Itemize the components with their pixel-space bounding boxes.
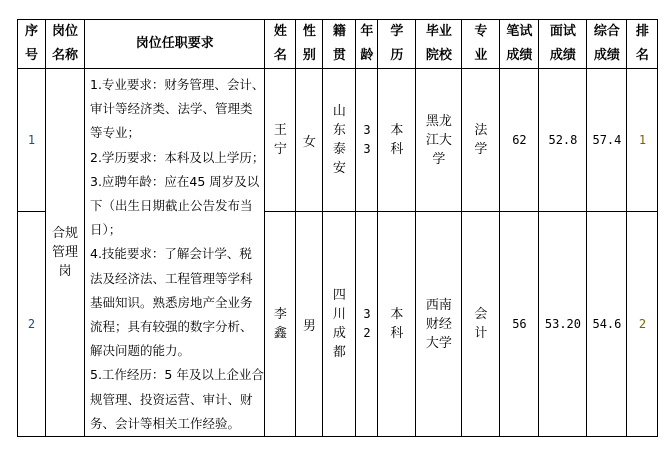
candidate-table [17,19,658,437]
header-total: 综合 成绩 [587,20,627,69]
interview-score-cell: 52.8 [539,69,587,212]
written-score-cell: 56 [500,212,539,437]
name-cell: 李 鑫 [265,212,296,437]
total-score-cell: 54.6 [587,212,627,437]
school-cell: 黑龙 江大 学 [416,69,462,212]
major-cell: 法 学 [462,69,500,212]
rank-cell: 2 [627,212,658,437]
origin-cell: 山 东 泰 安 [323,69,356,212]
name-cell: 王 宁 [265,69,296,212]
header-major: 专 业 [462,20,500,69]
gender-cell: 女 [296,69,323,212]
header-post: 岗位 名称 [46,20,85,69]
age-cell: 3 2 [356,212,378,437]
written-score-cell: 62 [500,69,539,212]
table-row [18,69,658,212]
requirements-cell: 1.专业要求：财务管理、会计、 审计等经济类、法学、管理类 等专业； 2.学历要求：本科及以上学历； 3.应聘年龄：应在45 周岁及以 下（出生日期截止公告发布当 日）； 4.技能要求：了解会计学、税 法及经济法、工程管理等学科 基础知识。熟悉房地产全业务 流程；具有较强的数字分析、 解决问题的能力。 5.工作经历：5 年及以上企业合 规管理、投资运营、审计、财 务、会计等相关工作经验。 [85,69,265,437]
header-school: 毕业 院校 [416,20,462,69]
school-cell: 西南 财经 大学 [416,212,462,437]
header-name: 姓 名 [265,20,296,69]
rank-cell: 1 [627,69,658,212]
header-written: 笔试 成绩 [500,20,539,69]
education-cell: 本 科 [378,212,416,437]
major-cell: 会 计 [462,212,500,437]
origin-cell: 四 川 成 都 [323,212,356,437]
age-cell: 3 3 [356,69,378,212]
header-gender: 性 别 [296,20,323,69]
education-cell: 本 科 [378,69,416,212]
header-interview: 面试 成绩 [539,20,587,69]
header-seq: 序 号 [18,20,46,69]
header-row [18,20,658,69]
seq-cell: 1 [18,69,46,212]
header-education: 学 历 [378,20,416,69]
seq-cell: 2 [18,212,46,437]
header-rank: 排 名 [627,20,658,69]
header-age: 年 龄 [356,20,378,69]
interview-score-cell: 53.20 [539,212,587,437]
gender-cell: 男 [296,212,323,437]
header-requirements: 岗位任职要求 [85,20,265,69]
post-name-cell: 合规 管理 岗 [46,69,85,437]
header-origin: 籍 贯 [323,20,356,69]
total-score-cell: 57.4 [587,69,627,212]
